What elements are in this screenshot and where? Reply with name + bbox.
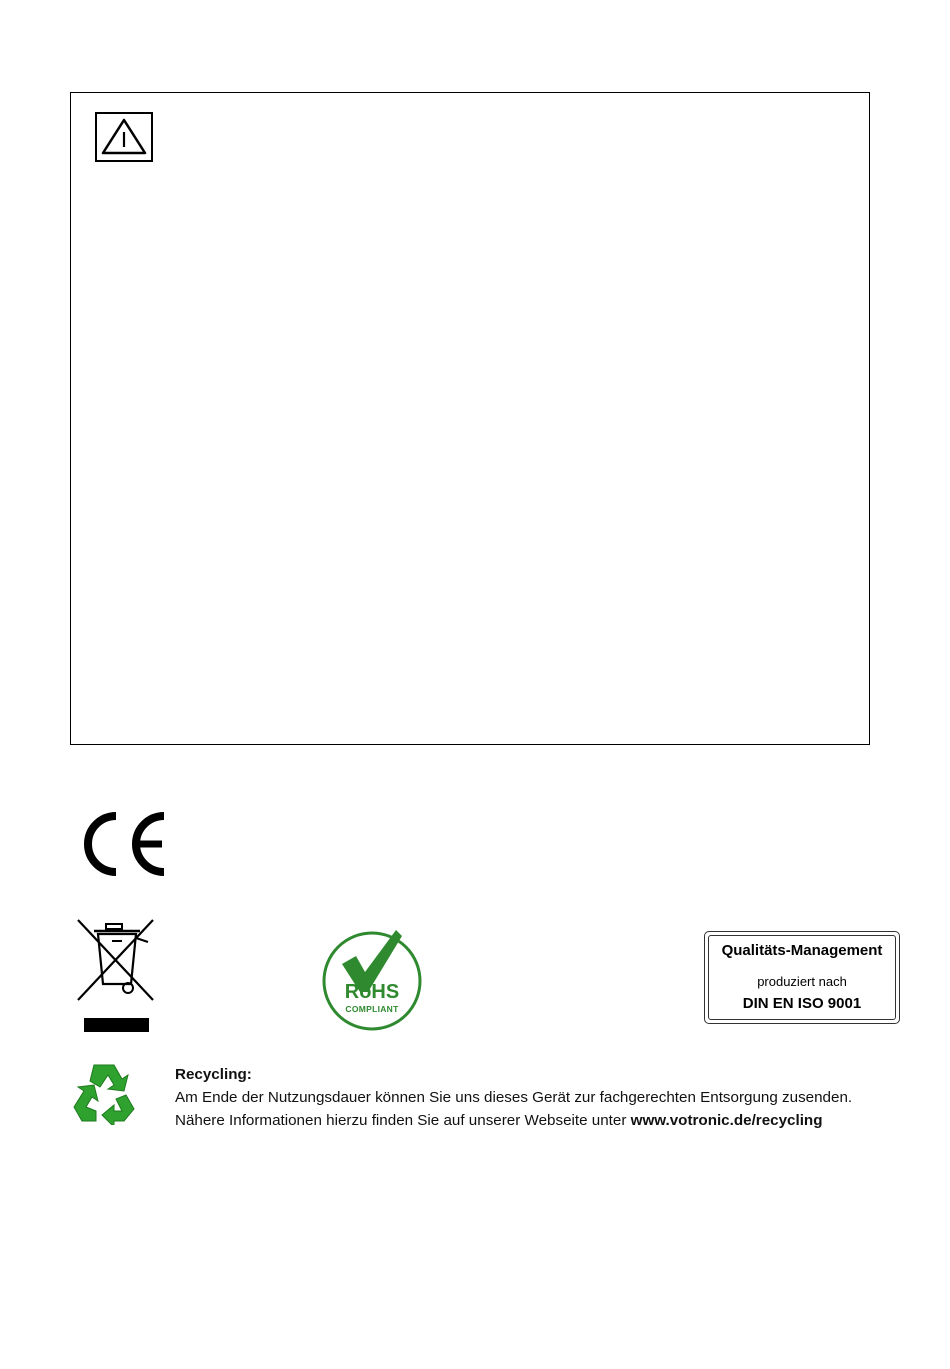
recycling-heading: Recycling:	[175, 1066, 252, 1083]
recycling-url-link[interactable]: www.votronic.de/recycling	[630, 1112, 823, 1129]
rohs-logo	[320, 926, 424, 1032]
recycling-text-prefix: Nähere Informationen hierzu finden Sie auf unserer Webseite unter	[175, 1112, 631, 1129]
recycling-arrows-icon	[70, 1061, 138, 1125]
crossed-out-wheelie-bin-icon	[76, 918, 156, 1036]
warning-triangle-icon	[95, 112, 153, 162]
recycling-section	[175, 1063, 915, 1132]
recycling-text-line-2	[175, 1109, 915, 1132]
rohs-checkmark-icon	[320, 926, 424, 1032]
quality-badge-subtitle: produziert nach	[757, 974, 847, 989]
quality-badge-title: Qualitäts-Management	[721, 942, 883, 959]
warning-box	[70, 92, 870, 745]
rohs-label: RoHS	[344, 981, 400, 1003]
recycling-text-line-1: Am Ende der Nutzungsdauer können Sie uns dieses Gerät zur fachgerechten Entsorgung zusenden.	[175, 1089, 853, 1106]
quality-badge-inner	[708, 935, 896, 1020]
ce-mark-icon	[76, 810, 170, 878]
quality-badge-standard: DIN EN ISO 9001	[742, 995, 862, 1012]
quality-management-badge	[704, 931, 900, 1024]
rohs-compliant-label: COMPLIANT	[345, 1004, 399, 1014]
